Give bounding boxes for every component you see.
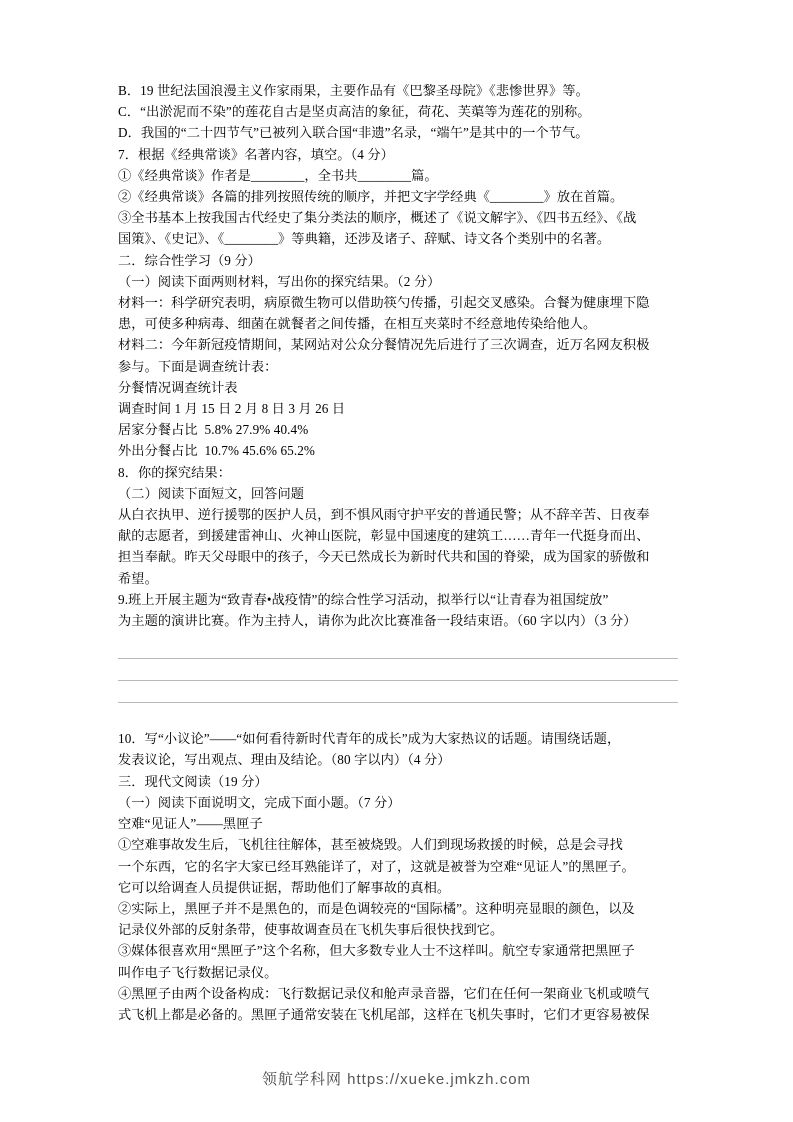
text-line: 担当奉献。昨天父母眼中的孩子，今天已然成长为新时代共和国的脊梁，成为国家的骄傲和 (118, 549, 650, 565)
text-line: 材料二：今年新冠疫情期间，某网站对公众分餐情况先后进行了三次调查，近万名网友积极 (118, 337, 650, 353)
blank-spacer (118, 703, 678, 724)
text-line: 参与。下面是调查统计表： (118, 358, 278, 374)
table-row: 调查时间 1 月 15 日 2 月 8 日 3 月 26 日 (118, 401, 346, 417)
text-line: 它可以给调查人员提供证据，帮助他们了解事故的真相。 (118, 879, 451, 895)
text-line: C．“出淤泥而不染”的莲花自古是坚贞高洁的象征，荷花、芙蕖等为莲花的别称。 (118, 104, 591, 120)
document-body (118, 80, 678, 1025)
text-line: ④黑匣子由两个设备构成：飞行数据记录仪和舱声录音器，它们在任何一架商业飞机或喷气 (118, 985, 650, 1001)
blank-spacer (118, 681, 678, 702)
table-row: 外出分餐占比 10.7% 45.6% 65.2% (118, 443, 316, 459)
answer-blank-area (118, 637, 678, 724)
text-line: B．19 世纪法国浪漫主义作家雨果，主要作品有《巴黎圣母院》《悲惨世界》等。 (118, 83, 589, 98)
table-row: 居家分餐占比 5.8% 27.9% 40.4% (118, 422, 309, 438)
text-line: 为主题的演讲比赛。作为主持人，请你为此次比赛准备一段结束语。（60 字以内）（3 分） (118, 613, 637, 629)
table-title: 分餐情况调查统计表 (118, 379, 238, 395)
text-line: ③全书基本上按我国古代经史了集分类法的顺序，概述了《说文解字》、《四书五经》、《战 (118, 210, 637, 226)
text-line: 式飞机上都是必备的。黑匣子通常安装在飞机尾部，这样在飞机失事时，它们才更容易被保 (118, 1006, 650, 1022)
page-footer (0, 1068, 793, 1089)
text-line: 叫作电子飞行数据记录仪。 (118, 964, 278, 980)
text-line: 材料一：科学研究表明，病原微生物可以借助筷勺传播，引起交叉感染。合餐为健康埋下隐 (118, 295, 650, 311)
text-line: 国策》、《史记》、《________》等典籍，还涉及诸子、辞赋、诗文各个类别中的名著。 (118, 231, 611, 247)
text-line: 发表议论，写出观点、理由及结论。（80 字以内）（4 分） (118, 752, 451, 768)
site-url: https://xueke.jmkzh.com (347, 1071, 532, 1088)
text-line: （二）阅读下面短文，回答问题 (118, 485, 305, 501)
text-line: ①《经典常谈》作者是________，全书共________篇。 (118, 167, 438, 183)
section-heading: 二．综合性学习（9 分） (118, 252, 261, 268)
text-line: （一）阅读下面说明文，完成下面小题。（7 分） (118, 794, 401, 810)
text-line: 7．根据《经典常谈》名著内容，填空。（4 分） (118, 146, 394, 162)
text-line: 一个东西，它的名字大家已经耳熟能详了，对了，这就是被誉为空难“见证人”的黑匣子。 (118, 858, 635, 874)
text-line: 希望。 (118, 570, 158, 586)
text-line: ②实际上，黑匣子并不是黑色的，而是色调较亮的“国际橘”。这种明亮显眼的颜色，以及 (118, 900, 635, 916)
text-line: 从白衣执甲、逆行援鄂的医护人员，到不惧风雨守护平安的普通民警；从不辞辛苦、日夜奉 (118, 507, 650, 523)
text-line: 8．你的探究结果： (118, 464, 231, 480)
blank-spacer (118, 659, 678, 680)
text-line: 9.班上开展主题为“致青春•战疫情”的综合性学习活动，拟举行以“让青春为祖国绽放” (118, 591, 609, 607)
text-line: （一）阅读下面两则材料，写出你的探究结果。（2 分） (118, 273, 441, 289)
text-line: 患，可使多种病毒、细菌在就餐者之间传播，在相互夹菜时不经意地传染给他人。 (118, 316, 597, 332)
site-brand: 领航学科网 (261, 1071, 342, 1088)
text-line: 记录仪外部的反射条带，使事故调查员在飞机失事后很快找到它。 (118, 922, 504, 938)
text-line: ③媒体很喜欢用“黑匣子”这个名称，但大多数专业人士不这样叫。航空专家通常把黑匣子 (118, 943, 635, 959)
text-line: 10．写“小议论”——“如何看待新时代青年的成长”成为大家热议的话题。请围绕话题， (118, 731, 621, 747)
text-line: D．我国的“二十四节气”已被列入联合国“非遗”名录，“端午”是其中的一个节气。 (118, 125, 589, 141)
section-heading: 三．现代文阅读（19 分） (118, 773, 268, 789)
text-line: ②《经典常谈》各篇的排列按照传统的顺序，并把文字学经典《________》放在首篇。 (118, 189, 624, 205)
blank-spacer (118, 637, 678, 658)
passage-title: 空难“见证人”——黑匣子 (118, 816, 263, 832)
text-line: ①空难事故发生后，飞机往往解体，甚至被烧毁。人们到现场救援的时候，总是会寻找 (118, 837, 623, 853)
text-line: 献的志愿者，到援建雷神山、火神山医院，彰显中国速度的建筑工……青年一代挺身而出、 (118, 528, 650, 544)
